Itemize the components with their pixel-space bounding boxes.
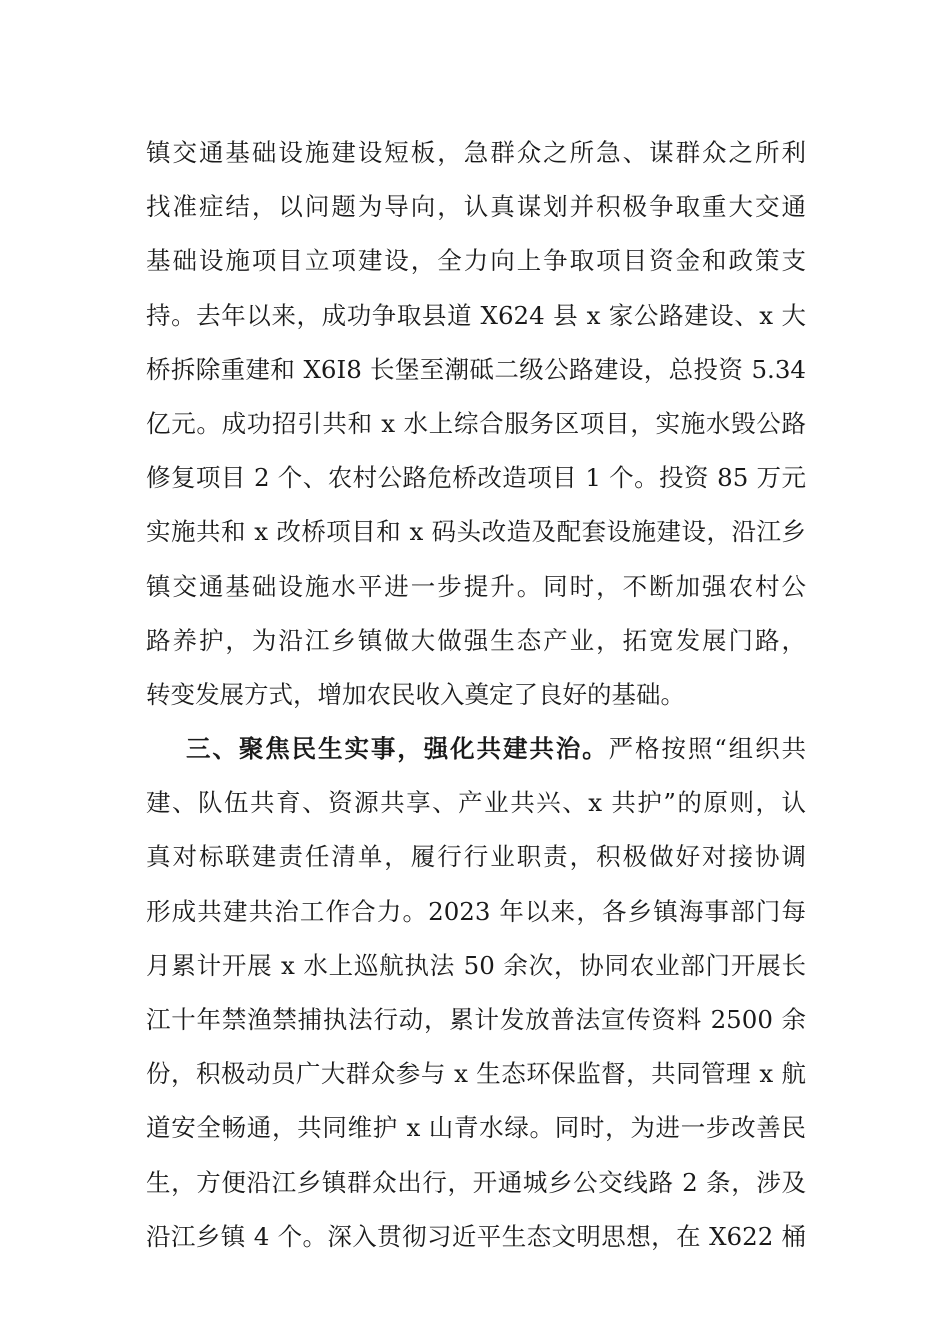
- text-line: 镇交通基础设施水平进一步提升。同时，不断加强农村公: [146, 571, 806, 601]
- text-line: 桥拆除重建和 X6I8 长堡至潮砥二级公路建设，总投资 5.34: [146, 354, 806, 384]
- text-line: 镇交通基础设施建设短板，急群众之所急、谋群众之所利: [146, 138, 806, 167]
- text-line: 江十年禁渔禁捕执法行动，累计发放普法宣传资料 2500 余: [146, 1005, 806, 1034]
- section-3-first-line: [146, 722, 806, 776]
- text-line: 找准症结，以问题为导向，认真谋划并积极争取重大交通: [146, 192, 806, 222]
- text-line: 形成共建共治工作合力。2023 年以来，各乡镇海事部门每: [146, 896, 806, 926]
- text-line: 月累计开展 x 水上巡航执法 50 余次，协同农业部门开展长: [146, 950, 806, 980]
- section-3-first-line-text: 严格按照“组织共: [608, 734, 806, 764]
- text-line: 真对标联建责任清单，履行行业职责，积极做好对接协调: [146, 842, 806, 872]
- text-line: 路养护，为沿江乡镇做大做强生态产业，拓宽发展门路，: [146, 625, 806, 655]
- text-line: 实施共和 x 改桥项目和 x 码头改造及配套设施建设，沿江乡: [146, 517, 806, 547]
- text-line: 沿江乡镇 4 个。深入贯彻习近平生态文明思想，在 X622 桶: [146, 1221, 806, 1251]
- text-line: 持。去年以来，成功争取县道 X624 县 x 家公路建设、x 大: [146, 300, 806, 330]
- text-line: 亿元。成功招引共和 x 水上综合服务区项目，实施水毁公路: [146, 408, 806, 438]
- text-line: 生，方便沿江乡镇群众出行，开通城乡公交线路 2 条，涉及: [146, 1167, 806, 1197]
- text-line: 建、队伍共育、资源共享、产业共兴、x 共护”的原则，认: [146, 788, 806, 818]
- text-line: 修复项目 2 个、农村公路危桥改造项目 1 个。投资 85 万元: [146, 463, 806, 493]
- text-line: 份，积极动员广大群众参与 x 生态环保监督，共同管理 x 航: [146, 1059, 806, 1089]
- section-3-heading: 三、聚焦民生实事，强化共建共治。: [186, 734, 609, 764]
- text-line: 基础设施项目立项建设，全力向上争取项目资金和政策支: [146, 246, 806, 276]
- document-body: [146, 126, 806, 1264]
- text-line: 道安全畅通，共同维护 x 山青水绿。同时，为进一步改善民: [146, 1113, 806, 1143]
- paragraph-last-line: 转变发展方式，增加农民收入奠定了良好的基础。: [146, 679, 685, 709]
